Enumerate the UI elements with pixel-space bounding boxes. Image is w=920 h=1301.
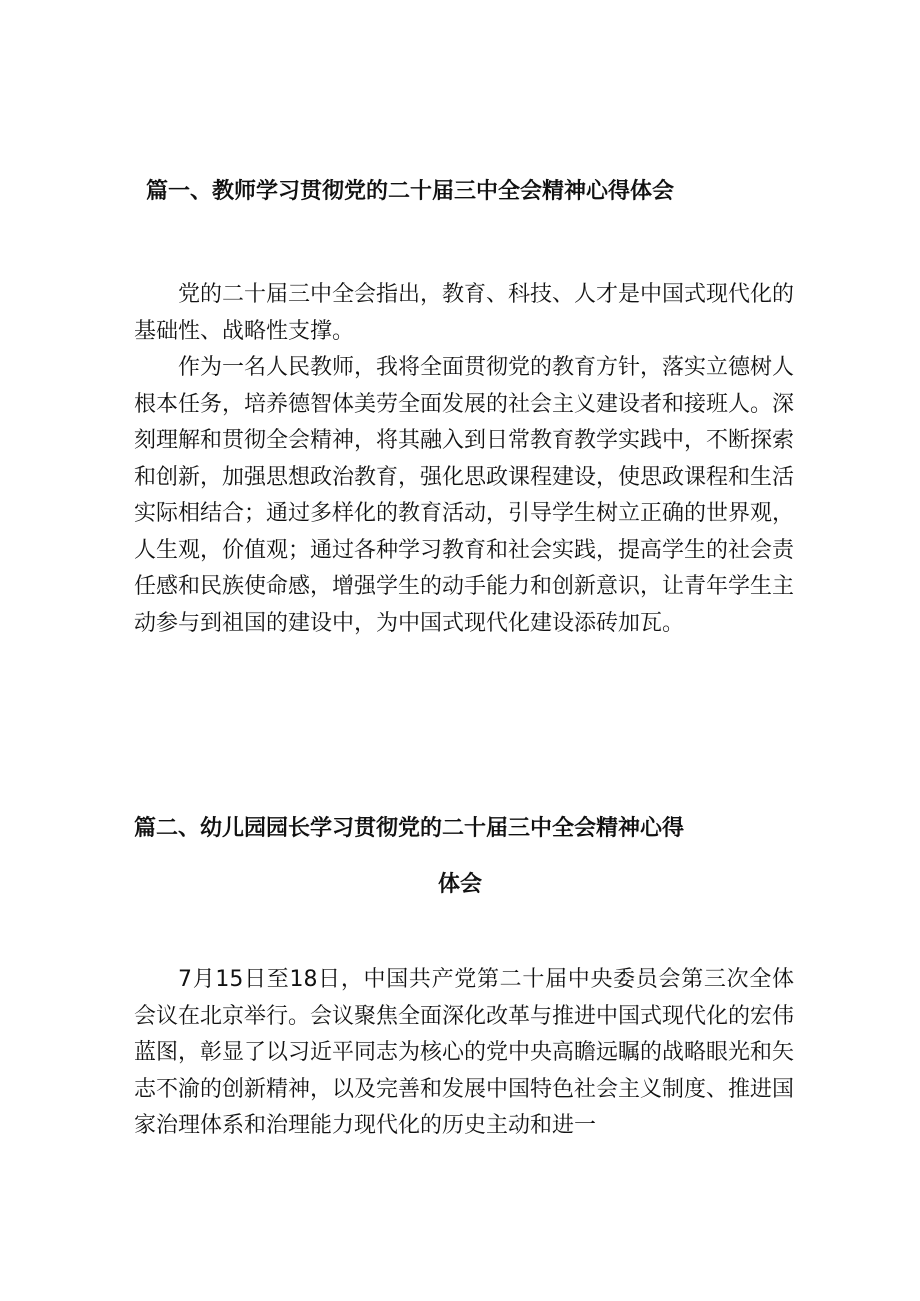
section-1-paragraph-2: 作为一名人民教师，我将全面贯彻党的教育方针，落实立德树人根本任务，培养德智体美劳全面发展的社会主义建设者和接班人。深刻理解和贯彻全会精神，将其融入到日常教育教学实践中，不断探索和创新，加强思想政治教育，强化思政课程建设，使思政课程和生活实际相结合；通过多样化的教育活动，引导学生树立正确的世界观，人生观，价值观；通过各种学习教育和社会实践，提高学生的社会责任感和民族使命感，增强学生的动手能力和创新意识，让青年学生主动参与到祖国的建设中，为中国式现代化建设添砖加瓦。	[134, 355, 795, 636]
section-1-body	[134, 277, 794, 642]
section-2-title-line-1: 篇二、幼儿园园长学习贯彻党的二十届三中全会精神心得	[134, 816, 685, 841]
section-1-paragraph-1: 党的二十届三中全会指出，教育、科技、人才是中国式现代化的基础性、战略性支撑。	[134, 282, 795, 344]
section-2-body	[134, 962, 794, 1145]
section-2-title-line-2: 体会	[437, 872, 482, 897]
section-2-paragraph-1: 7月15日至18日，中国共产党第二十届中央委员会第三次全体会议在北京举行。会议聚焦全面深化改革与推进中国式现代化的宏伟蓝图，彰显了以习近平同志为核心的党中央高瞻远瞩的战略眼光和矢志不渝的创新精神，以及完善和发展中国特色社会主义制度、推进国家治理体系和治理能力现代化的历史主动和进一	[134, 967, 795, 1138]
section-1-title: 篇一、教师学习贯彻党的二十届三中全会精神心得体会	[146, 179, 675, 204]
